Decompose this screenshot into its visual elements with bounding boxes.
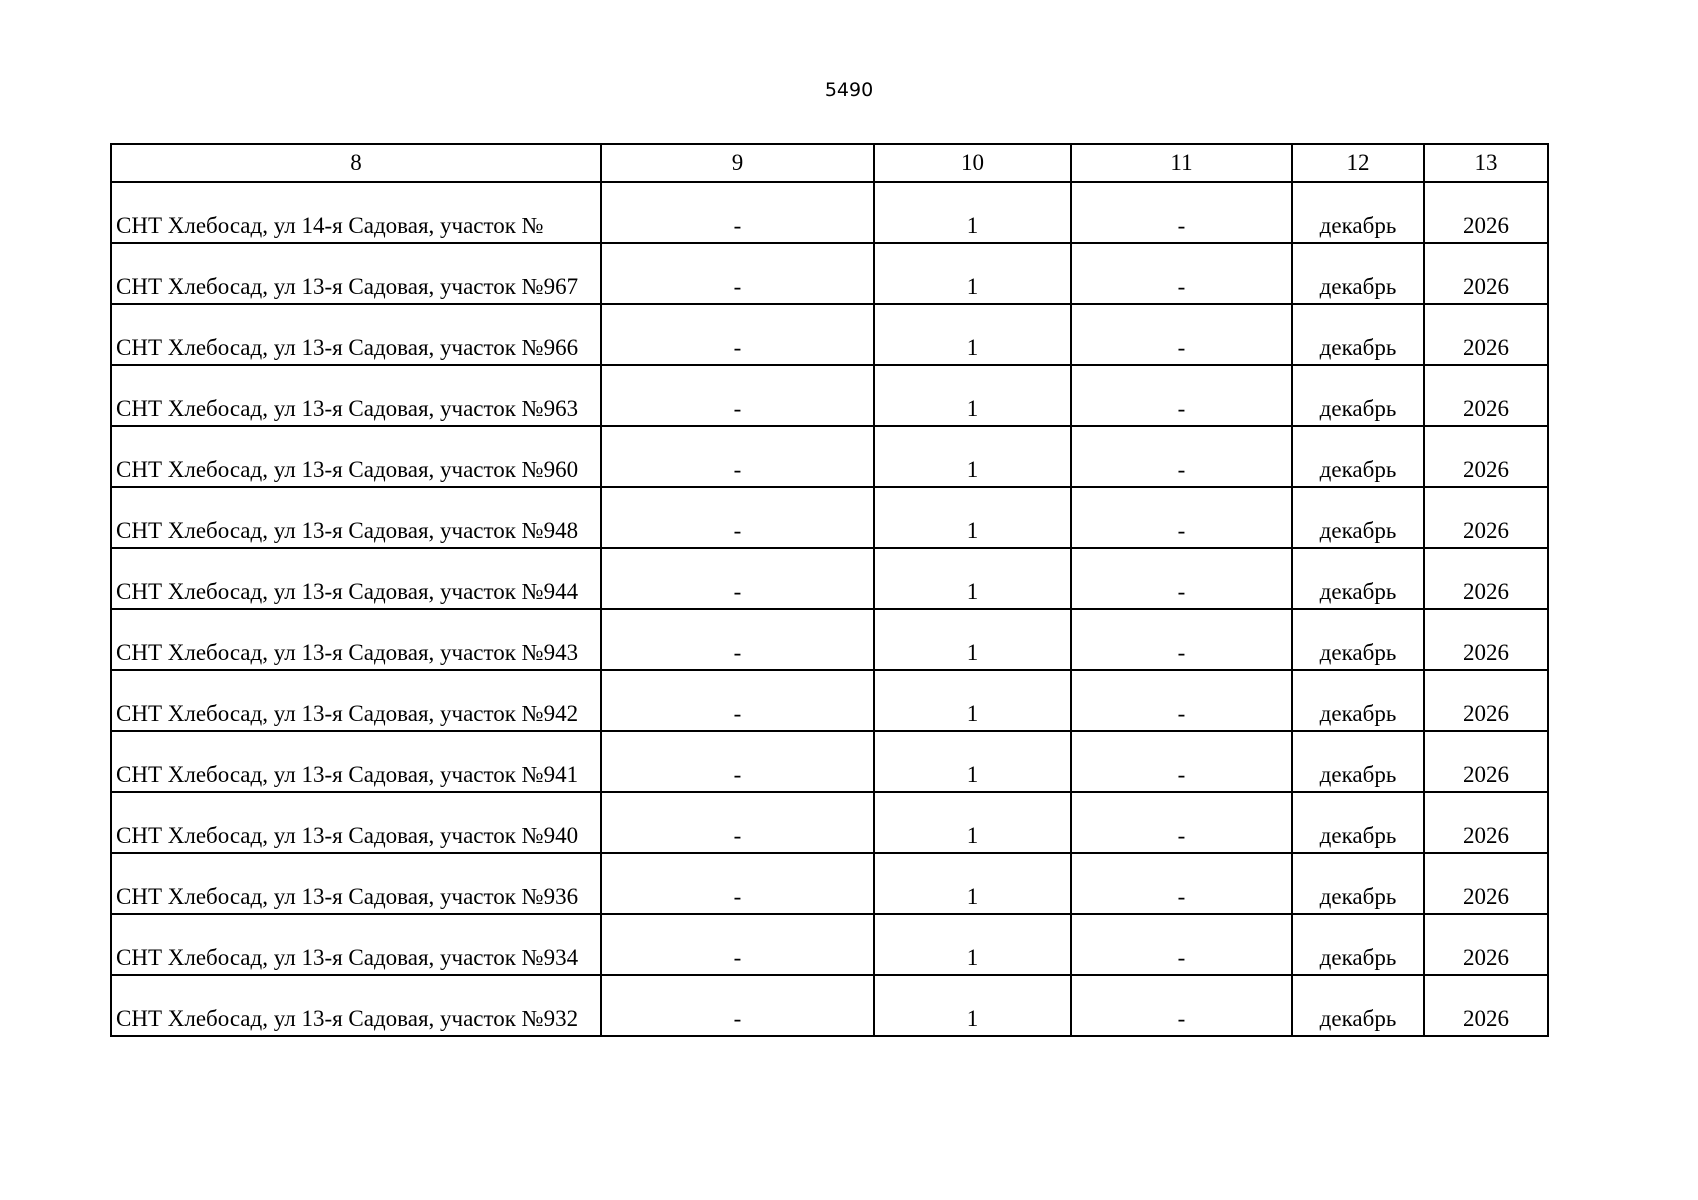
year-cell: 2026 xyxy=(1424,792,1548,853)
column-11-cell: - xyxy=(1071,304,1292,365)
table-row xyxy=(111,304,1548,365)
column-11-cell: - xyxy=(1071,609,1292,670)
month-cell: декабрь xyxy=(1292,304,1424,365)
month-cell: декабрь xyxy=(1292,243,1424,304)
column-10-cell: 1 xyxy=(874,365,1071,426)
column-9-cell: - xyxy=(601,853,874,914)
column-11-cell: - xyxy=(1071,975,1292,1036)
address-cell: СНТ Хлебосад, ул 14-я Садовая, участок № xyxy=(111,182,601,243)
year-cell: 2026 xyxy=(1424,853,1548,914)
month-cell: декабрь xyxy=(1292,426,1424,487)
column-11-cell: - xyxy=(1071,853,1292,914)
column-9-cell: - xyxy=(601,914,874,975)
address-cell: СНТ Хлебосад, ул 13-я Садовая, участок №967 xyxy=(111,243,601,304)
register-table xyxy=(110,143,1549,1037)
address-cell: СНТ Хлебосад, ул 13-я Садовая, участок №963 xyxy=(111,365,601,426)
month-cell: декабрь xyxy=(1292,182,1424,243)
column-10-cell: 1 xyxy=(874,975,1071,1036)
table-row xyxy=(111,792,1548,853)
table-row xyxy=(111,548,1548,609)
year-cell: 2026 xyxy=(1424,670,1548,731)
address-cell: СНТ Хлебосад, ул 13-я Садовая, участок №932 xyxy=(111,975,601,1036)
address-cell: СНТ Хлебосад, ул 13-я Садовая, участок №936 xyxy=(111,853,601,914)
year-cell: 2026 xyxy=(1424,914,1548,975)
table-body xyxy=(111,182,1548,1036)
header-row xyxy=(111,144,1548,182)
column-10-cell: 1 xyxy=(874,182,1071,243)
year-cell: 2026 xyxy=(1424,182,1548,243)
column-9-cell: - xyxy=(601,731,874,792)
month-cell: декабрь xyxy=(1292,853,1424,914)
year-cell: 2026 xyxy=(1424,426,1548,487)
table-row xyxy=(111,487,1548,548)
year-cell: 2026 xyxy=(1424,731,1548,792)
address-cell: СНТ Хлебосад, ул 13-я Садовая, участок №934 xyxy=(111,914,601,975)
column-header-8: 8 xyxy=(111,144,601,182)
column-10-cell: 1 xyxy=(874,609,1071,670)
address-cell: СНТ Хлебосад, ул 13-я Садовая, участок №944 xyxy=(111,548,601,609)
address-cell: СНТ Хлебосад, ул 13-я Садовая, участок №948 xyxy=(111,487,601,548)
table-row xyxy=(111,975,1548,1036)
column-header-9: 9 xyxy=(601,144,874,182)
column-11-cell: - xyxy=(1071,426,1292,487)
column-11-cell: - xyxy=(1071,182,1292,243)
column-10-cell: 1 xyxy=(874,914,1071,975)
column-10-cell: 1 xyxy=(874,426,1071,487)
table-row xyxy=(111,365,1548,426)
table-row xyxy=(111,670,1548,731)
table-row xyxy=(111,853,1548,914)
page-number: 5490 xyxy=(824,79,874,101)
column-11-cell: - xyxy=(1071,731,1292,792)
year-cell: 2026 xyxy=(1424,243,1548,304)
month-cell: декабрь xyxy=(1292,365,1424,426)
table-header xyxy=(111,144,1548,182)
column-11-cell: - xyxy=(1071,792,1292,853)
column-9-cell: - xyxy=(601,548,874,609)
column-11-cell: - xyxy=(1071,365,1292,426)
column-11-cell: - xyxy=(1071,487,1292,548)
table-row xyxy=(111,243,1548,304)
year-cell: 2026 xyxy=(1424,548,1548,609)
address-cell: СНТ Хлебосад, ул 13-я Садовая, участок №966 xyxy=(111,304,601,365)
column-10-cell: 1 xyxy=(874,548,1071,609)
column-11-cell: - xyxy=(1071,914,1292,975)
table-row xyxy=(111,914,1548,975)
table-row xyxy=(111,731,1548,792)
address-cell: СНТ Хлебосад, ул 13-я Садовая, участок №943 xyxy=(111,609,601,670)
column-9-cell: - xyxy=(601,426,874,487)
column-11-cell: - xyxy=(1071,548,1292,609)
month-cell: декабрь xyxy=(1292,731,1424,792)
year-cell: 2026 xyxy=(1424,487,1548,548)
column-header-12: 12 xyxy=(1292,144,1424,182)
column-9-cell: - xyxy=(601,365,874,426)
address-cell: СНТ Хлебосад, ул 13-я Садовая, участок №941 xyxy=(111,731,601,792)
year-cell: 2026 xyxy=(1424,975,1548,1036)
column-9-cell: - xyxy=(601,182,874,243)
year-cell: 2026 xyxy=(1424,609,1548,670)
column-10-cell: 1 xyxy=(874,670,1071,731)
column-9-cell: - xyxy=(601,670,874,731)
column-9-cell: - xyxy=(601,304,874,365)
column-9-cell: - xyxy=(601,975,874,1036)
column-10-cell: 1 xyxy=(874,487,1071,548)
month-cell: декабрь xyxy=(1292,609,1424,670)
month-cell: декабрь xyxy=(1292,670,1424,731)
column-header-11: 11 xyxy=(1071,144,1292,182)
column-header-10: 10 xyxy=(874,144,1071,182)
column-9-cell: - xyxy=(601,792,874,853)
table-row xyxy=(111,426,1548,487)
year-cell: 2026 xyxy=(1424,304,1548,365)
column-10-cell: 1 xyxy=(874,304,1071,365)
month-cell: декабрь xyxy=(1292,975,1424,1036)
column-9-cell: - xyxy=(601,487,874,548)
month-cell: декабрь xyxy=(1292,487,1424,548)
column-11-cell: - xyxy=(1071,243,1292,304)
month-cell: декабрь xyxy=(1292,548,1424,609)
table-row xyxy=(111,182,1548,243)
column-header-13: 13 xyxy=(1424,144,1548,182)
column-11-cell: - xyxy=(1071,670,1292,731)
table-row xyxy=(111,609,1548,670)
address-cell: СНТ Хлебосад, ул 13-я Садовая, участок №960 xyxy=(111,426,601,487)
column-9-cell: - xyxy=(601,243,874,304)
address-cell: СНТ Хлебосад, ул 13-я Садовая, участок №942 xyxy=(111,670,601,731)
month-cell: декабрь xyxy=(1292,914,1424,975)
column-10-cell: 1 xyxy=(874,243,1071,304)
column-9-cell: - xyxy=(601,609,874,670)
address-cell: СНТ Хлебосад, ул 13-я Садовая, участок №940 xyxy=(111,792,601,853)
year-cell: 2026 xyxy=(1424,365,1548,426)
column-10-cell: 1 xyxy=(874,731,1071,792)
month-cell: декабрь xyxy=(1292,792,1424,853)
column-10-cell: 1 xyxy=(874,792,1071,853)
column-10-cell: 1 xyxy=(874,853,1071,914)
